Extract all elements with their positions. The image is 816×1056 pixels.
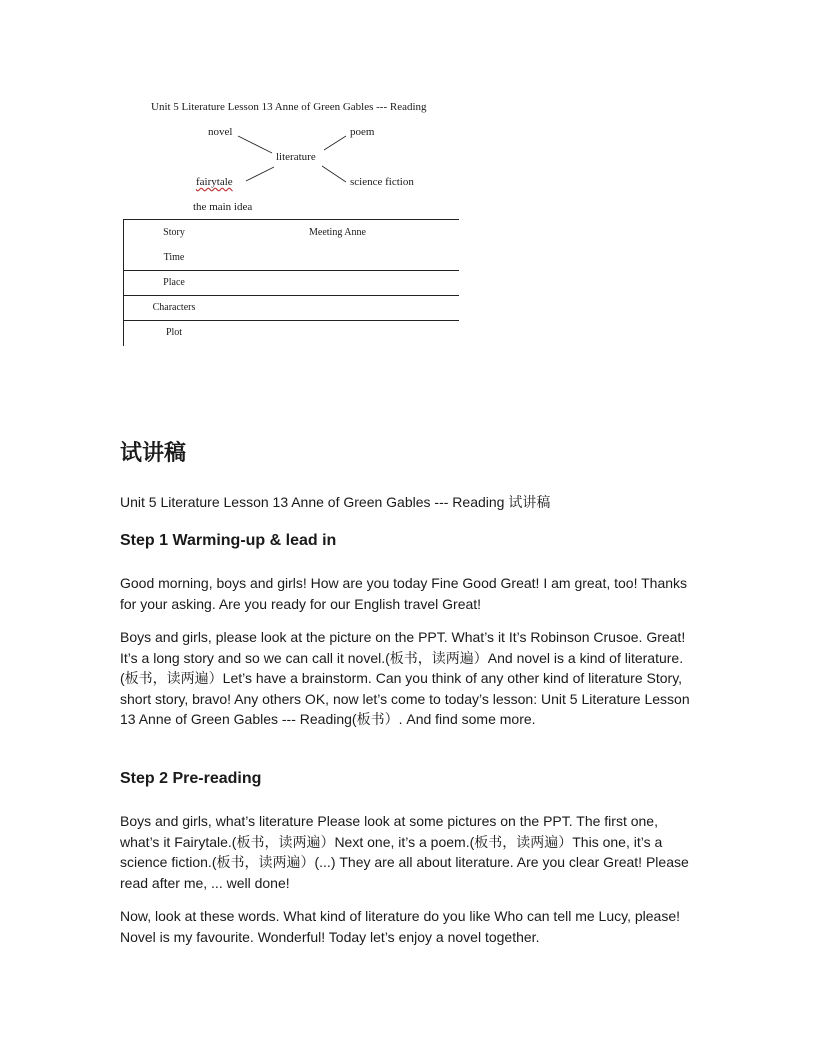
table-label-time: Time [163, 252, 185, 263]
map-word-poem: poem [350, 126, 375, 138]
board-title: Unit 5 Literature Lesson 13 Anne of Green Gables --- Reading [151, 101, 427, 113]
map-line-science [322, 166, 346, 182]
table-line-3 [123, 295, 459, 296]
table-line-2 [123, 270, 459, 271]
step2-paragraph-2: Now, look at these words. What kind of literature do you like Who can tell me Lucy, please! Novel is my favourite. Wonderful! Today let’s enjoy a novel together. [120, 908, 681, 945]
step2-title: Step 2 Pre-reading [120, 770, 262, 787]
table-label-place: Place [163, 277, 185, 288]
map-word-fairytale: fairytale [196, 176, 233, 188]
step1-title: Step 1 Warming-up & lead in [120, 532, 337, 549]
main-idea-label: the main idea [193, 201, 253, 213]
map-line-fairytale [246, 167, 274, 181]
step2-paragraph-1: Boys and girls, what’s literature Please look at some pictures on the PPT. The first one, what’s it Fairytale.(板书，读两遍）Next one, it’s a poem.(板书，读两遍）This one, it’s a science fiction.(板书，读两遍）(...) They are all about literature. Are you clear Great! Please read after me, ... well done! [120, 813, 689, 891]
step1-paragraph-2: Boys and girls, please look at the picture on the PPT. What’s it It’s Robinson Crusoe. Great! It’s a long story and so we can call it novel.(板书，读两遍）And novel is a kind of literature.(板书，读两遍）Let’s have a brainstorm. Can you think of any other kind of literature Story, short story, bravo! Any others OK, now let’s come to today’s lesson: Unit 5 Literature Lesson 13 Anne of Green Gables --- Reading(板书）. And find some more. [120, 629, 690, 727]
table-label-story: Story [163, 227, 185, 238]
table-value-story: Meeting Anne [309, 227, 366, 238]
map-word-science-fiction: science fiction [350, 176, 414, 188]
map-line-novel [238, 136, 272, 153]
map-word-novel: novel [208, 126, 233, 138]
table-label-characters: Characters [152, 302, 196, 313]
page-heading: 试讲稿 [120, 441, 187, 466]
step1-paragraph-1: Good morning, boys and girls! How are you today Fine Good Great! I am great, too! Thanks for your asking. Are you ready for our English travel Great! [120, 575, 688, 612]
map-line-poem [324, 136, 346, 150]
table-line-4 [123, 320, 459, 321]
table-line-top [123, 219, 459, 220]
map-word-literature: literature [276, 151, 316, 163]
table-label-plot: Plot [165, 327, 183, 338]
document-subtitle: Unit 5 Literature Lesson 13 Anne of Green Gables --- Reading 试讲稿 [120, 494, 551, 510]
